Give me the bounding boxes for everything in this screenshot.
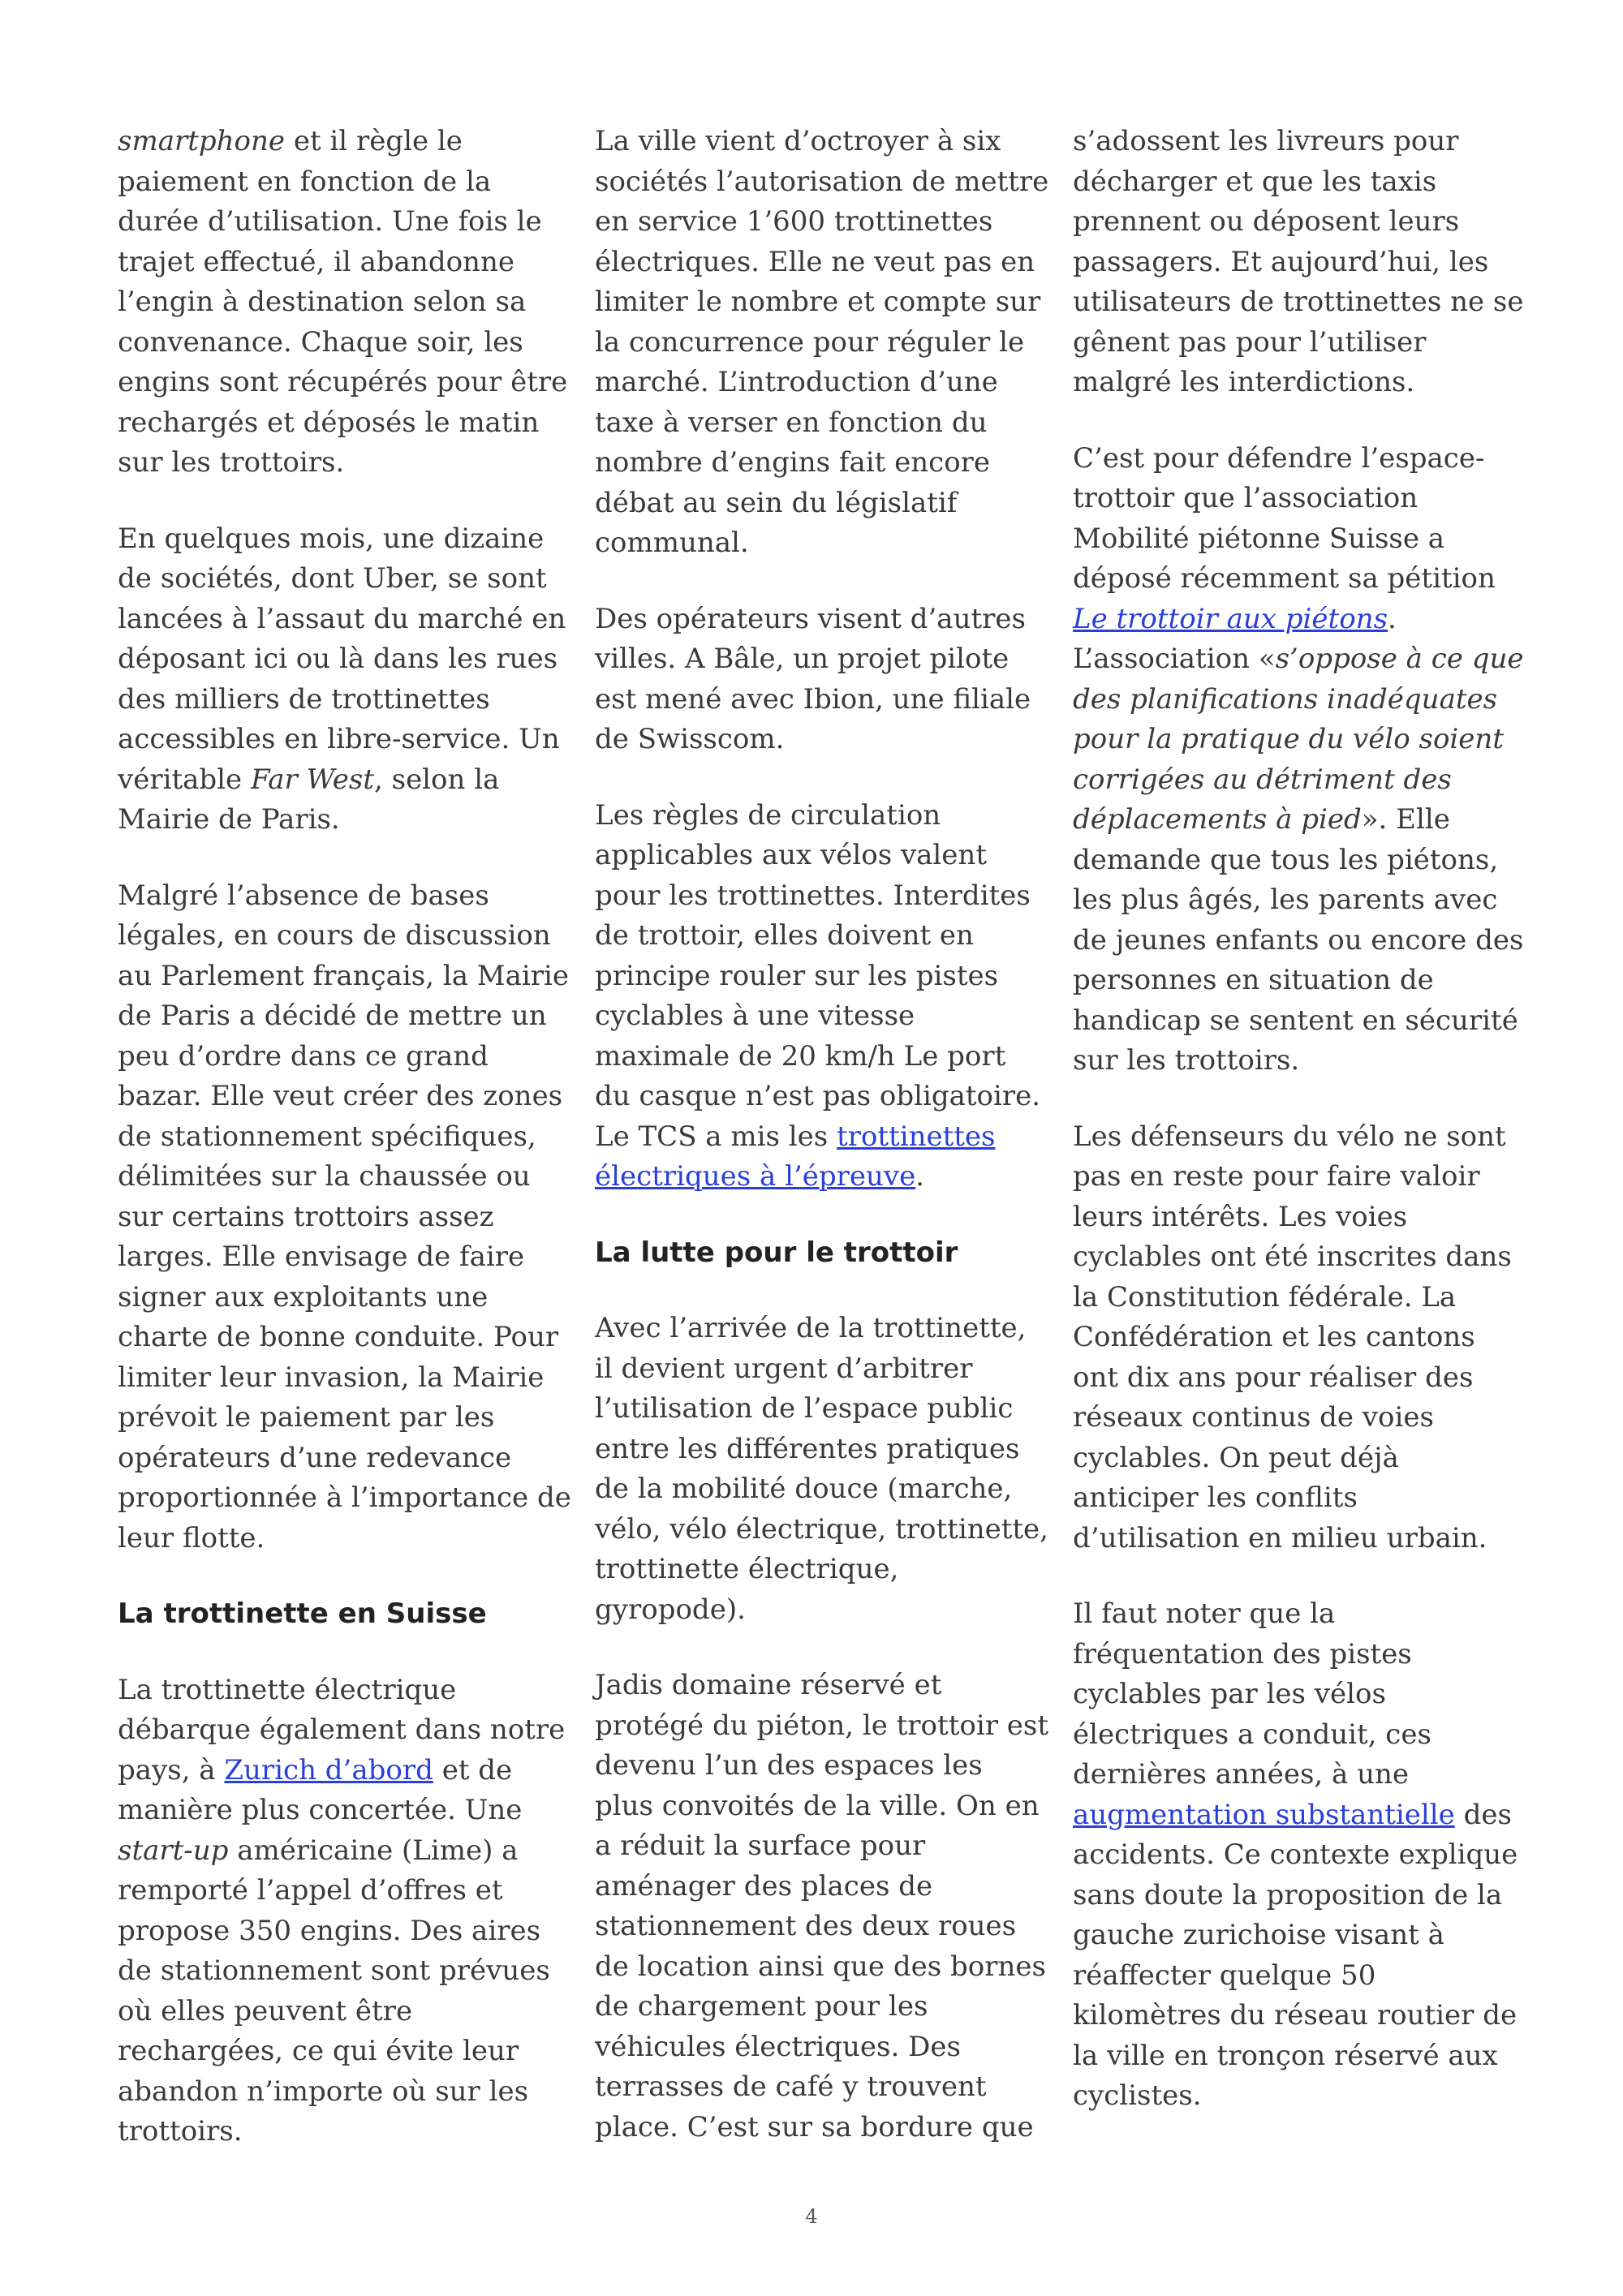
paragraph [595,1666,1049,2148]
italic-text: start-up [118,1834,229,1867]
paragraph [595,796,1049,1197]
text-run: La trottinette électrique débarque également dans notre pays, à [118,1673,566,1786]
accidents-link[interactable]: augmentation substantielle [1073,1798,1455,1831]
text-run: et il règle le paiement en fonction de la durée d’utilisation. Une fois le trajet effectué, il abandonne l’engin à destination selon sa convenance. Chaque soir, les engins sont récupérés pour être rechargés et déposés le matin sur les trottoirs. [118,125,568,479]
text-run: La ville vient d’octroyer à six sociétés l’autorisation de mettre en service 1’600 trottinettes électriques. Elle ne veut pas en limiter le nombre et compte sur la concurrence pour réguler le marché. L’introduction d’une taxe à verser en fonction du nombre d’engins fait encore débat au sein du législatif communal. [595,125,1049,559]
paragraph [595,1309,1049,1630]
tcs-test-link[interactable]: trottinettes électriques à l’épreuve [595,1120,996,1193]
paragraph [118,876,572,1559]
italic-text: Far West [250,763,374,796]
text-run: Jadis domaine réservé et protégé du piéton, le trottoir est devenu l’un des espaces les plus convoités de la ville. On en a réduit la surface pour aménager des places de stationnement des deux roues de location ainsi que des bornes de chargement pour les véhicules électriques. Des terrasses de café y trouvent place. C’est sur sa bordure que [595,1669,1048,2143]
petition-link[interactable]: Le trottoir aux piétons [1073,602,1388,635]
paragraph [118,122,572,484]
paragraph [595,600,1049,760]
zurich-link[interactable]: Zurich d’abord [224,1753,433,1786]
text-run: ». Elle demande que tous les piétons, les plus âgés, les parents avec de jeunes enfants ou encore des personnes en situation de handicap se sentent en sécurité sur les trottoirs. [1073,803,1524,1077]
text-run: s’adossent les livreurs pour décharger et que les taxis prennent ou déposent leurs passagers. Et aujourd’hui, les utilisateurs de trottinettes ne se gênent pas pour l’utiliser malgré les interdictions. [1073,125,1524,398]
paragraph [595,122,1049,564]
paragraph [1073,1594,1527,2117]
text-run: Des opérateurs visent d’autres villes. A Bâle, un projet pilote est mené avec Ibion, une filiale de Swisscom. [595,602,1031,755]
text-run: . [915,1160,925,1193]
text-column-2 [595,122,1049,2183]
text-run: des accidents. Ce contexte explique sans doute la proposition de la gauche zurichoise visant à réaffecter quelque 50 kilomètres du réseau routier de la ville en tronçon réservé aux cyclistes. [1073,1798,1518,2112]
text-run: Avec l’arrivée de la trottinette, il devient urgent d’arbitrer l’utilisation de l’espace public entre les différentes pratiques de la mobilité douce (marche, vélo, vélo électrique, trottinette, trottinette électrique, gyropode). [595,1312,1048,1626]
section-heading: La lutte pour le trottoir [595,1236,958,1269]
text-run: américaine (Lime) a remporté l’appel d’offres et propose 350 engins. Des aires de stationnement sont prévues où elles peuvent être rechargées, ce qui évite leur abandon n’importe où sur les trottoirs. [118,1834,550,2148]
paragraph [118,519,572,841]
section-heading: La trottinette en Suisse [118,1597,487,1630]
paragraph [118,1670,572,2152]
text-run: et de manière plus concertée. Une [118,1753,523,1826]
text-run: Malgré l’absence de bases légales, en cours de discussion au Parlement français, la Mairie de Paris a décidé de mettre un peu d’ordre dans ce grand bazar. Elle veut créer des zones de stationnement spécifiques, délimitées sur la chaussée ou sur certains trottoirs assez larges. Elle envisage de faire signer aux exploitants une charte de bonne conduite. Pour limiter leur invasion, la Mairie prévoit le paiement par les opérateurs d’une redevance proportionnée à l’importance de leur flotte. [118,879,571,1554]
text-run: C’est pour défendre l’espace-trottoir que l’association Mobilité piétonne Suisse a déposé récemment sa pétition [1073,441,1496,595]
page-number: 4 [805,2205,818,2228]
paragraph [1073,1117,1527,1559]
text-run: Il faut noter que la fréquentation des pistes cyclables par les vélos électriques a conduit, ces dernières années, à une [1073,1597,1431,1791]
text-run: Les règles de circulation applicables aux vélos valent pour les trottinettes. Interdites de trottoir, elles doivent en principe rouler sur les pistes cyclables à une vitesse maximale de 20 km/h Le port du casque n’est pas obligatoire. Le TCS a mis les [595,798,1041,1153]
paragraph [1073,439,1527,1081]
text-column-1 [118,122,572,2188]
text-run: , selon la Mairie de Paris. [118,763,500,836]
text-run: Les défenseurs du vélo ne sont pas en reste pour faire valoir leurs intérêts. Les voies cyclables ont été inscrites dans la Constitution fédérale. La Confédération et les cantons ont dix ans pour réaliser des réseaux continus de voies cyclables. On peut déjà anticiper les conflits d’utilisation en milieu urbain. [1073,1120,1512,1554]
text-run: . L’association « [1073,602,1397,675]
paragraph [1073,122,1527,403]
text-run: En quelques mois, une dizaine de sociétés, dont Uber, se sont lancées à l’assaut du marché en déposant ici ou là dans les rues des milliers de trottinettes accessibles en libre-service. Un véritable [118,522,566,796]
text-column-3 [1073,122,1527,2152]
italic-text: s’oppose à ce que des planifications inadéquates pour la pratique du vélo soient corrigées au détriment des déplacements à pied [1073,643,1524,836]
italic-text: smartphone [118,125,286,157]
